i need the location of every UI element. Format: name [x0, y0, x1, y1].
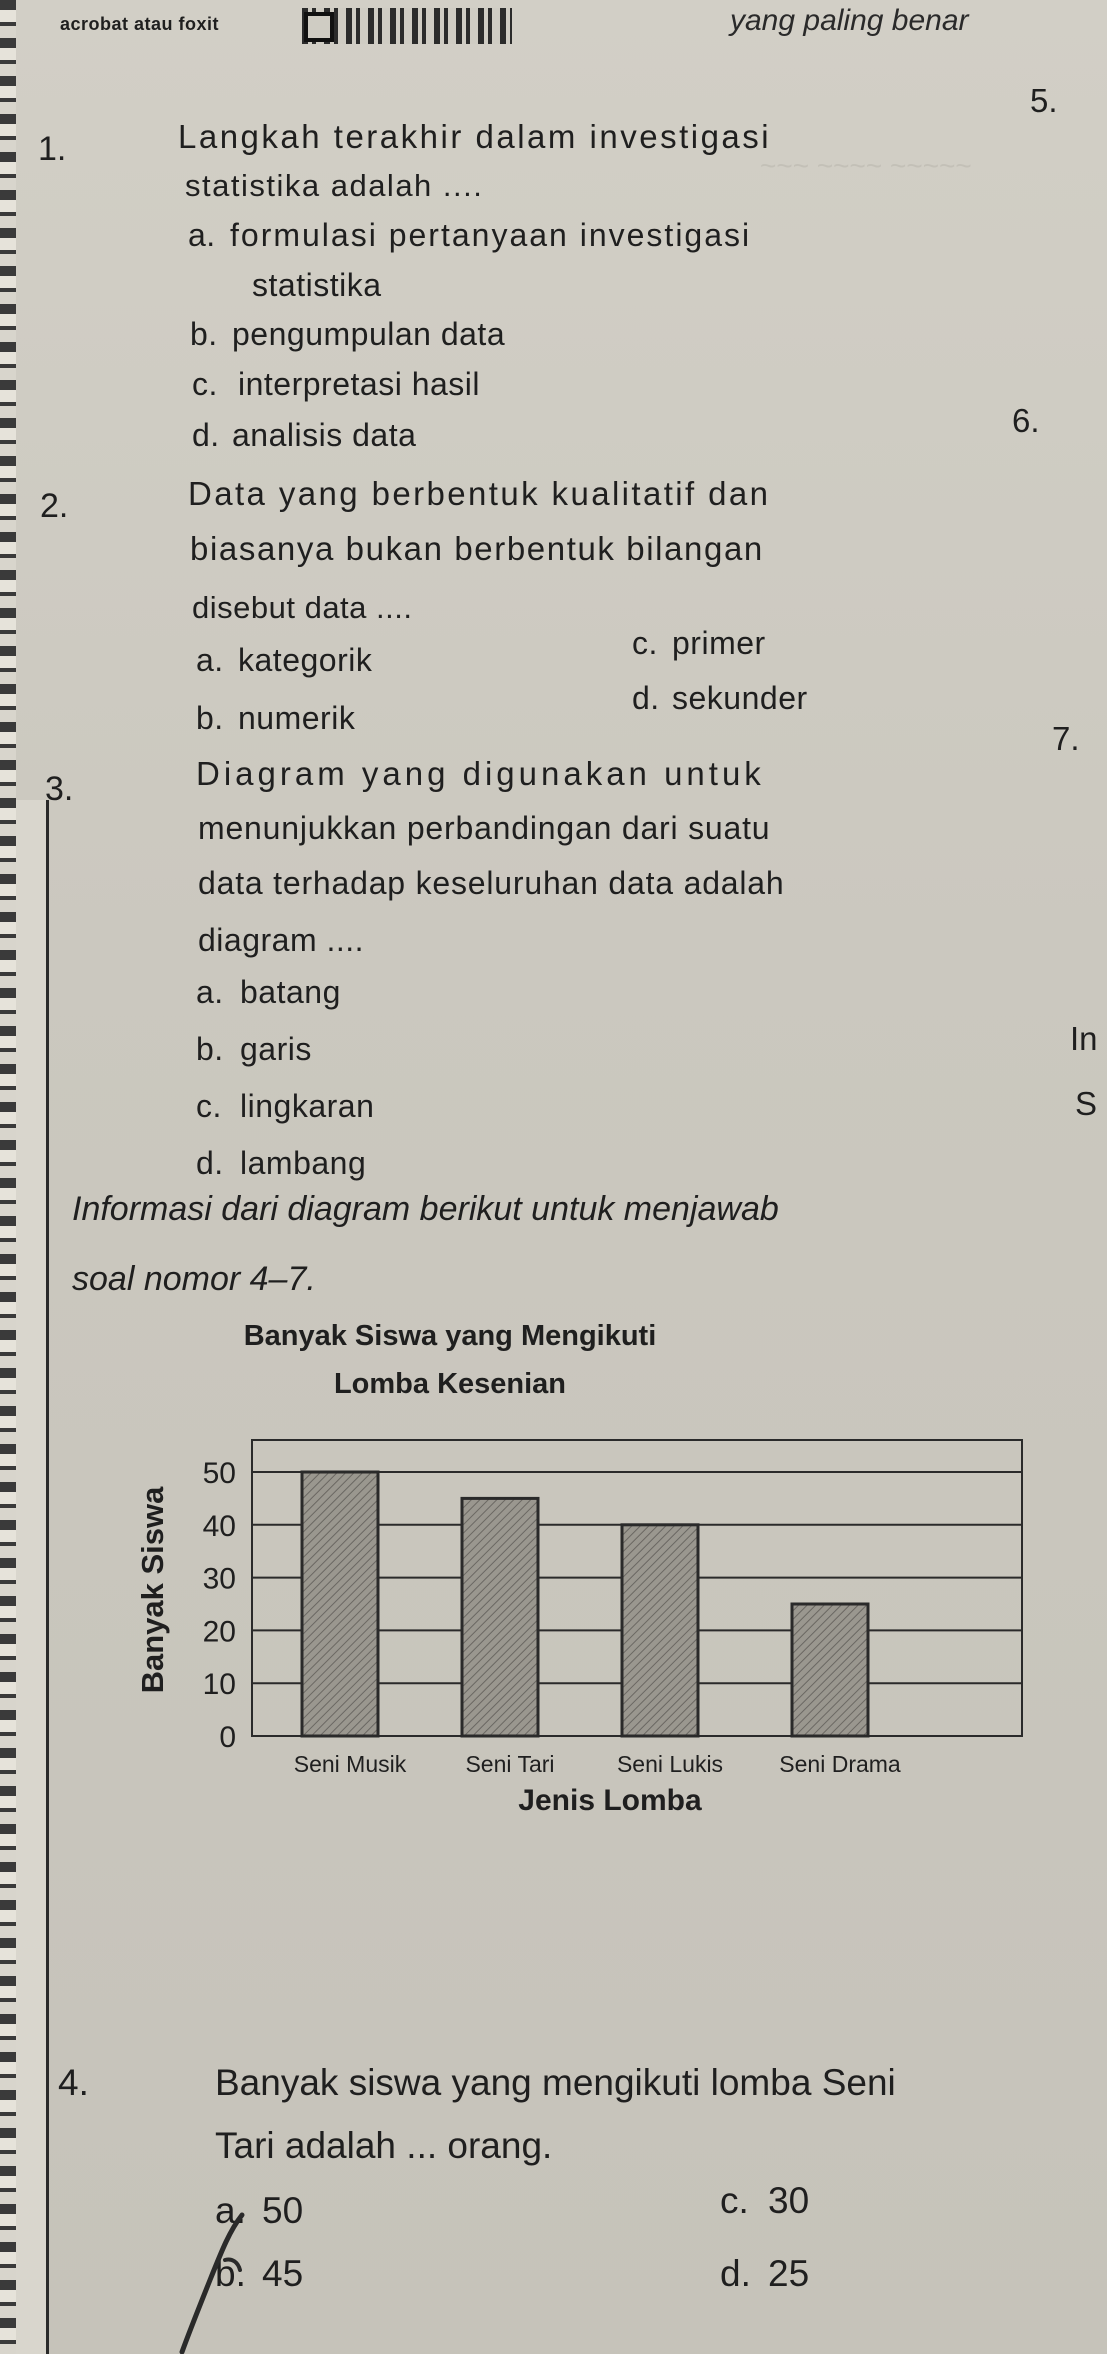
q3-option-c-label: c. [196, 1088, 222, 1124]
q4-option-b-text: 45 [262, 2253, 304, 2294]
q3-option-a-text: batang [240, 974, 341, 1010]
chart-title: Banyak Siswa yang Mengikuti [243, 1320, 657, 1352]
info-text-line-2: soal nomor 4–7. [72, 1260, 316, 1298]
q1-number: 1. [38, 130, 67, 168]
q3-option-a-label: a. [196, 974, 224, 1010]
qr-finder-icon [304, 12, 334, 42]
q3-option-d-text: lambang [240, 1145, 367, 1181]
q1-line-1: Langkah terakhir dalam investigasi [178, 118, 772, 155]
q4-line-2: Tari adalah ... orang. [215, 2125, 553, 2166]
q3-line-2: menunjukkan perbandingan dari suatu [198, 810, 771, 846]
chart-y-tick-label: 10 [202, 1668, 236, 1702]
q2-option-c-label: c. [632, 625, 658, 661]
chart-bar [622, 1525, 698, 1736]
q2-line-1: Data yang berbentuk kualitatif dan [188, 475, 771, 512]
q2-option-d-label: d. [632, 680, 660, 716]
chart-y-tick-label: 40 [202, 1509, 236, 1543]
q2-option-a-text: kategorik [238, 642, 373, 678]
q3-line-3: data terhadap keseluruhan data adalah [198, 865, 785, 901]
q1-option-c-text: interpretasi hasil [238, 366, 480, 402]
q2-option-d-text: sekunder [672, 680, 808, 716]
q3-line-4: diagram .... [198, 922, 365, 958]
side-fragment-s: S [1075, 1085, 1098, 1122]
q4-line-1: Banyak siswa yang mengikuti lomba Seni [215, 2062, 896, 2103]
q2-line-2: biasanya bukan berbentuk bilangan [190, 530, 764, 567]
chart-y-tick-label: 0 [219, 1721, 236, 1754]
q3-option-b-label: b. [196, 1031, 224, 1067]
q1-option-b-text: pengumpulan data [232, 316, 506, 352]
q2-option-a-label: a. [196, 642, 224, 678]
chart-y-tick-label: 20 [202, 1615, 236, 1649]
chart-y-tick-label: 30 [202, 1562, 236, 1596]
chart-subtitle: Lomba Kesenian [333, 1368, 567, 1400]
q2-option-c-text: primer [672, 625, 766, 661]
q2-option-b-label: b. [196, 700, 224, 736]
side-number-7: 7. [1052, 720, 1080, 757]
q2-option-b-text: numerik [238, 700, 356, 736]
chart-x-tick-label: Seni Drama [779, 1751, 901, 1777]
side-number-5: 5. [1030, 82, 1058, 119]
chart-y-axis-label: Banyak Siswa [135, 1486, 170, 1694]
q4-number: 4. [58, 2062, 89, 2103]
chart-x-tick-label: Seni Musik [293, 1751, 407, 1777]
q3-number: 3. [45, 770, 74, 808]
q2-number: 2. [40, 487, 69, 525]
q3-option-c-text: lingkaran [240, 1088, 375, 1124]
chart-y-tick-label: 50 [202, 1457, 236, 1490]
q1-option-a-text: formulasi pertanyaan investigasi [230, 217, 752, 253]
binding-spine [0, 0, 16, 2354]
pen-mark [170, 2160, 310, 2354]
q4-option-b-label: b. [215, 2253, 246, 2294]
q1-option-d-label: d. [192, 417, 220, 453]
q4-option-d-text: 25 [768, 2253, 810, 2294]
chart-x-axis-label: Jenis Lomba [518, 1784, 702, 1817]
chart-x-tick-label: Seni Tari [465, 1751, 555, 1777]
q1-option-b-label: b. [190, 316, 218, 352]
bleed-through: ~~~ ~~~~ ~~~~~ [760, 150, 972, 181]
chart-x-tick-label: Seni Lukis [616, 1751, 724, 1777]
q1-option-a-label: a. [188, 217, 216, 253]
q1-line-2: statistika adalah .... [185, 168, 484, 203]
q3-option-d-label: d. [196, 1145, 224, 1181]
q3-line-1: Diagram yang digunakan untuk [196, 755, 765, 792]
q1-option-a-text2: statistika [252, 267, 382, 303]
info-text-line-1: Informasi dari diagram berikut untuk menjawab [72, 1190, 779, 1228]
q4-option-c-text: 30 [768, 2180, 810, 2221]
q4-option-a-text: 50 [262, 2190, 304, 2231]
q2-line-3: disebut data .... [192, 590, 413, 625]
side-fragment-in: In [1070, 1020, 1098, 1057]
header-right-text: yang paling benar [730, 4, 969, 37]
q1-option-d-text: analisis data [232, 417, 417, 453]
q4-option-d-label: d. [720, 2253, 751, 2294]
header-left-text: acrobat atau foxit [60, 14, 220, 34]
chart-bar [792, 1604, 868, 1736]
side-number-6: 6. [1012, 402, 1040, 439]
q4-option-c-label: c. [720, 2180, 749, 2221]
q1-option-c-label: c. [192, 366, 218, 402]
chart-bar [302, 1472, 378, 1736]
q4-option-a-label: a. [215, 2190, 246, 2231]
bar-chart [0, 1300, 1107, 1820]
q3-option-b-text: garis [240, 1031, 312, 1067]
chart-bar [462, 1498, 538, 1736]
